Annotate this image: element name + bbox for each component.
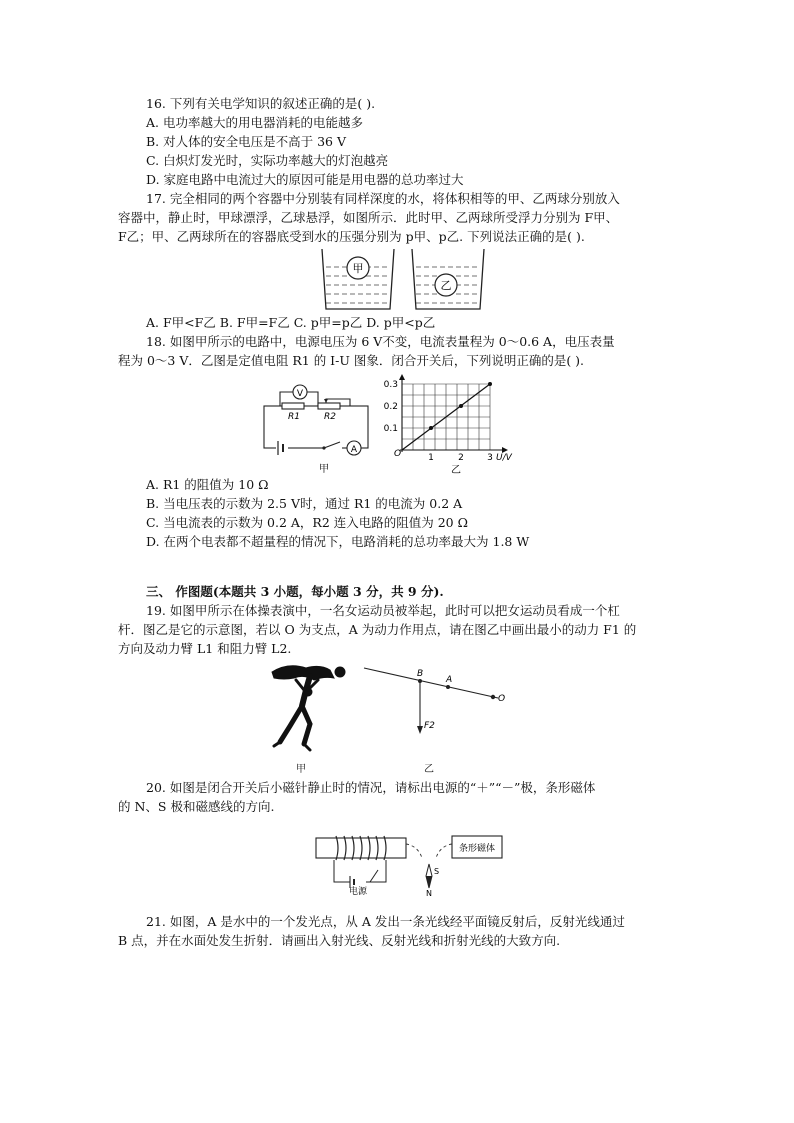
pivot-o bbox=[491, 695, 495, 699]
circuit-caption: 甲 bbox=[319, 464, 329, 475]
q17-line-3: F乙；甲、乙两球所在的容器底受到水的压强分别为 p甲、p乙. 下列说法正确的是( ). bbox=[118, 229, 585, 244]
switch bbox=[370, 870, 378, 882]
q20-line-1: 20. 如图是闭合开关后小磁针静止时的情况，请标出电源的“＋”“－”极，条形磁体 bbox=[146, 780, 596, 795]
ball-jia-label: 甲 bbox=[352, 262, 364, 275]
q19-caption-jia: 甲 bbox=[296, 764, 306, 775]
x-tick-3: 3 bbox=[487, 453, 493, 463]
field-line-right bbox=[436, 844, 452, 858]
q18-line-2: 程为 0～3 V．乙图是定值电阻 R1 的 I-U 图象．闭合开关后，下列说明正确的是( ). bbox=[118, 353, 585, 368]
label-f2: F2 bbox=[424, 721, 435, 731]
q20-magnet-figure bbox=[310, 824, 530, 896]
resistor-r1 bbox=[282, 403, 304, 409]
section-3-heading: 三、 作图题(本题共 3 小题，每小题 3 分，共 9 分). bbox=[146, 584, 444, 599]
r2-label: R2 bbox=[324, 412, 336, 422]
y-tick-0.3: 0.3 bbox=[383, 380, 398, 390]
x-tick-1: 1 bbox=[428, 453, 434, 463]
q18-line-1: 18. 如图甲所示的电路中，电源电压为 6 V不变，电流表量程为 0～0.6 A，电压表量 bbox=[146, 334, 615, 349]
q20-line-2: 的 N、S 极和磁感线的方向. bbox=[118, 799, 275, 814]
q16-option-b: B. 对人体的安全电压是不高于 36 V bbox=[146, 134, 347, 149]
q19-line-1: 19. 如图甲所示在体操表演中，一名女运动员被举起，此时可以把女运动员看成一个杠 bbox=[146, 603, 620, 618]
lever-line bbox=[364, 668, 498, 698]
q16-option-a: A. 电功率越大的用电器消耗的电能越多 bbox=[146, 115, 363, 130]
label-o: O bbox=[498, 694, 506, 704]
x-axis-label: U/V bbox=[496, 453, 512, 463]
q19-line-2: 杆．图乙是它的示意图，若以 O 为支点，A 为动力作用点，请在图乙中画出最小的动力 F1 的 bbox=[118, 622, 637, 637]
q21-line-2: B 点，并在水面处发生折射．请画出入射光线、反射光线和折射光线的大致方向. bbox=[118, 933, 561, 948]
point-1 bbox=[429, 426, 433, 430]
q19-caption-yi: 乙 bbox=[424, 764, 434, 775]
q18-option-a: A. R1 的阻值为 10 Ω bbox=[146, 477, 269, 492]
q17-line-2: 容器中，静止时，甲球漂浮，乙球悬浮，如图所示．此时甲、乙两球所受浮力分别为 F甲、 bbox=[118, 210, 619, 225]
q17-containers-figure bbox=[318, 245, 488, 315]
resistor-r2 bbox=[318, 403, 340, 409]
point-a bbox=[446, 685, 450, 689]
power-source-label: 电源 bbox=[348, 887, 368, 896]
ammeter-label: A bbox=[350, 445, 358, 455]
q18-option-c: C. 当电流表的示数为 0.2 A，R2 连入电路的阻值为 20 Ω bbox=[146, 515, 468, 530]
point-3 bbox=[488, 382, 492, 386]
x-tick-2: 2 bbox=[458, 453, 464, 463]
bar-magnet-label: 条形磁体 bbox=[458, 844, 496, 854]
q18-iu-graph bbox=[376, 374, 526, 478]
y-tick-0.2: 0.2 bbox=[383, 402, 398, 412]
point-2 bbox=[459, 404, 463, 408]
q17-options: A. F甲<F乙 B. F甲=F乙 C. p甲=p乙 D. p甲<p乙 bbox=[146, 315, 436, 330]
label-b: B bbox=[417, 669, 424, 679]
q16-option-d: D. 家庭电路中电流过大的原因可能是用电器的总功率过大 bbox=[146, 172, 464, 187]
q18-option-b: B. 当电压表的示数为 2.5 V时，通过 R1 的电流为 0.2 A bbox=[146, 496, 463, 511]
graph-caption: 乙 bbox=[451, 465, 461, 476]
voltmeter-label: V bbox=[296, 389, 304, 399]
label-a: A bbox=[446, 675, 453, 685]
field-line-left bbox=[406, 844, 422, 858]
ball-yi-label: 乙 bbox=[440, 279, 452, 292]
q16-option-c: C. 白炽灯发光时，实际功率越大的灯泡越亮 bbox=[146, 153, 389, 168]
q18-option-d: D. 在两个电表都不超量程的情况下，电路消耗的总功率最大为 1.8 W bbox=[146, 534, 530, 549]
q19-line-3: 方向及动力臂 L1 和阻力臂 L2. bbox=[118, 641, 292, 656]
q19-lever-diagram bbox=[360, 664, 510, 740]
needle-s-label: S bbox=[434, 867, 440, 876]
q21-line-1: 21. 如图，A 是水中的一个发光点，从 A 发出一条光线经平面镜反射后，反射光线通过 bbox=[146, 914, 625, 929]
q19-gymnast-figure bbox=[268, 660, 352, 756]
q18-circuit-diagram bbox=[258, 375, 378, 475]
needle-n-label: N bbox=[426, 889, 432, 896]
q17-line-1: 17. 完全相同的两个容器中分别装有同样深度的水，将体积相等的甲、乙两球分别放入 bbox=[146, 191, 620, 206]
q16-stem: 16. 下列有关电学知识的叙述正确的是( ). bbox=[146, 96, 376, 111]
r1-label: R1 bbox=[288, 412, 300, 422]
y-tick-0.1: 0.1 bbox=[383, 424, 398, 434]
origin-label: O bbox=[394, 449, 402, 459]
